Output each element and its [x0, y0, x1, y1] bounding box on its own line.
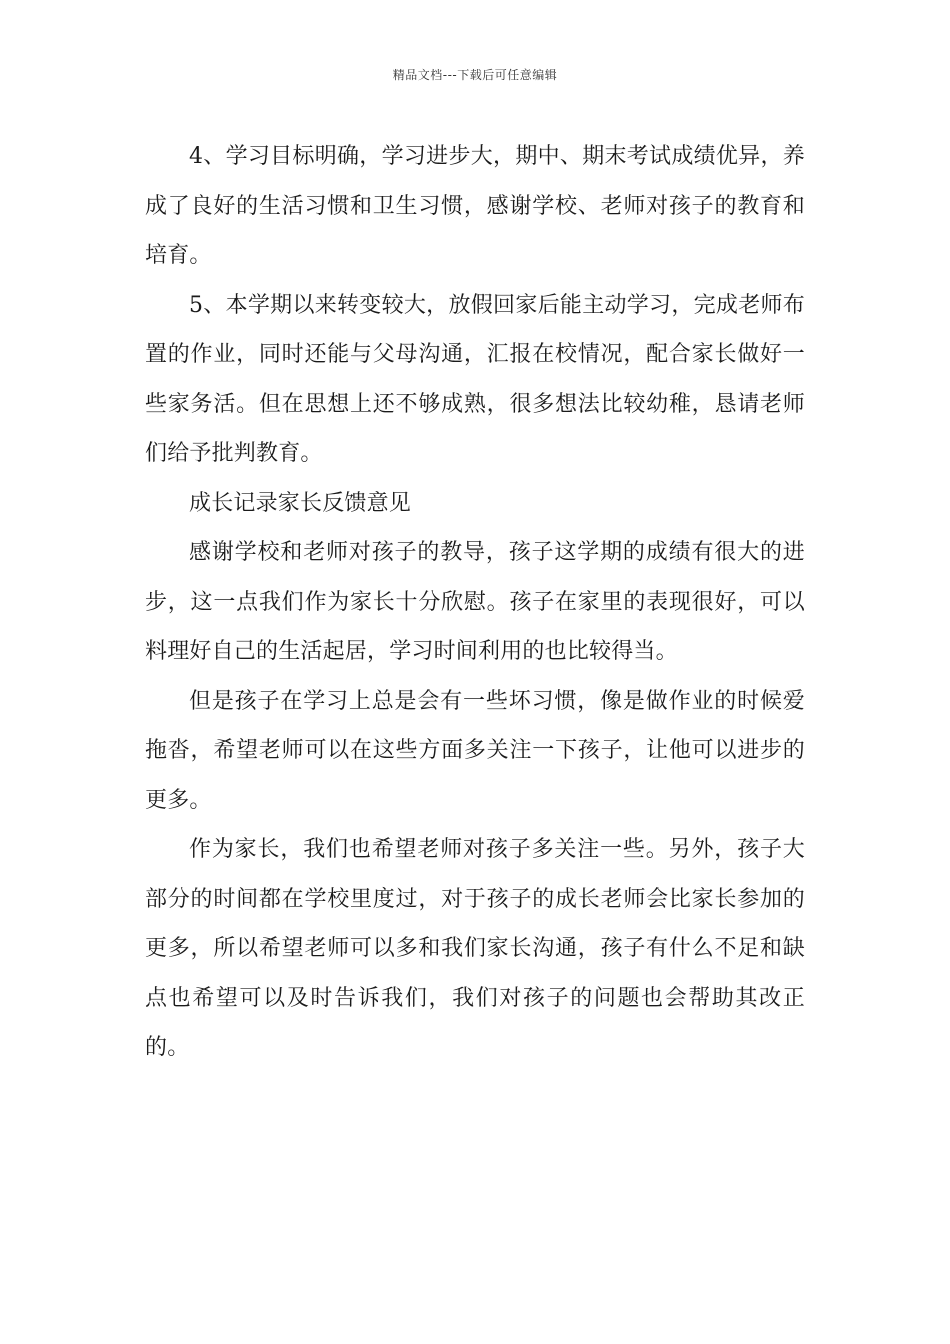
paragraph-feedback-1: 感谢学校和老师对孩子的教导，孩子这学期的成绩有很大的进步，这一点我们作为家长十分欣慰。孩子在家里的表现很好，可以料理好自己的生活起居，学习时间利用的也比较得当。	[145, 540, 805, 664]
paragraph-feedback-2: 但是孩子在学习上总是会有一些坏习惯，像是做作业的时候爱拖沓，希望老师可以在这些方面多关注一下孩子，让他可以进步的更多。	[145, 688, 805, 813]
section-heading: 成长记录家长反馈意见	[189, 490, 412, 516]
page-header: 精品文档---下载后可任意编辑	[392, 68, 558, 82]
paragraph-item-5: 5、本学期以来转变较大，放假回家后能主动学习，完成老师布置的作业，同时还能与父母沟通，汇报在校情况，配合家长做好一些家务活。但在思想上还不够成熟，很多想法比较幼稚，恳请老师们给予批判教育。	[145, 292, 805, 466]
document-body	[145, 132, 805, 1073]
paragraph-feedback-3: 作为家长，我们也希望老师对孩子多关注一些。另外，孩子大部分的时间都在学校里度过，对于孩子的成长老师会比家长参加的更多，所以希望老师可以多和我们家长沟通，孩子有什么不足和缺点也希望可以及时告诉我们，我们对孩子的问题也会帮助其改正的。	[145, 837, 805, 1060]
paragraph-item-4: 4、学习目标明确，学习进步大，期中、期末考试成绩优异，养成了良好的生活习惯和卫生习惯，感谢学校、老师对孩子的教育和培育。	[145, 144, 805, 268]
